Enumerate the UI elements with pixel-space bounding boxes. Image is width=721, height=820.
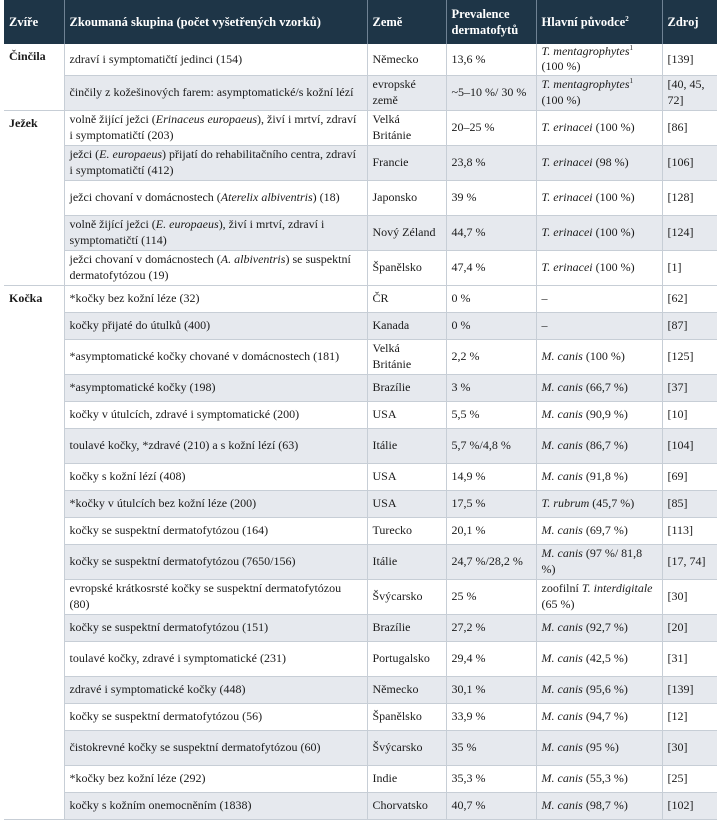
- group-cell: [64, 579, 367, 614]
- country-cell: Itálie: [367, 544, 446, 579]
- table-row: [4, 110, 717, 145]
- source-cell: [62]: [662, 285, 717, 312]
- group-cell-part: kočky se suspektní dermatofytózou (7650/156): [69, 554, 296, 569]
- pathogen-cell-part: (66,7 %): [582, 380, 628, 395]
- group-cell-part: čistokrevné kočky se suspektní dermatofytózou (60): [69, 740, 321, 755]
- pathogen-cell-part: (100 %): [541, 92, 581, 107]
- country-cell: Portugalsko: [367, 641, 446, 676]
- table-header: [4, 0, 717, 44]
- group-cell: [64, 641, 367, 676]
- source-cell: [113]: [662, 517, 717, 544]
- pathogen-cell-part: M. canis: [541, 709, 583, 724]
- prevalence-cell: 33,9 %: [446, 703, 536, 730]
- table-row: [4, 145, 717, 180]
- prevalence-cell: 20–25 %: [446, 110, 536, 145]
- prevalence-cell: 14,9 %: [446, 463, 536, 490]
- country-cell: Japonsko: [367, 180, 446, 215]
- table-body: [4, 44, 717, 819]
- prevalence-cell: 29,4 %: [446, 641, 536, 676]
- group-cell: [64, 676, 367, 703]
- pathogen-cell-part: (100 %): [582, 349, 625, 364]
- header-group: Zkoumaná skupina (počet vyšetřených vzorků): [64, 0, 367, 44]
- source-cell: [30]: [662, 579, 717, 614]
- header-prevalence: Prevalence dermatofytů: [446, 0, 536, 44]
- source-cell: [20]: [662, 614, 717, 641]
- source-cell: [102]: [662, 792, 717, 819]
- header-pathogen-label: Hlavní původce: [541, 15, 626, 29]
- source-cell: [104]: [662, 428, 717, 463]
- group-cell: [64, 110, 367, 145]
- pathogen-cell: [536, 374, 662, 401]
- country-cell: USA: [367, 401, 446, 428]
- country-cell: Německo: [367, 676, 446, 703]
- group-cell-part: činčily z kožešinových farem: asymptomatické/s kožní lézí: [69, 85, 354, 100]
- pathogen-cell-part: M. canis: [541, 523, 583, 538]
- country-cell: Itálie: [367, 428, 446, 463]
- pathogen-cell: [536, 75, 662, 110]
- pathogen-cell-part: T. erinacei: [541, 190, 593, 205]
- pathogen-cell-part: (100 %): [592, 190, 635, 205]
- pathogen-cell-part: (42,5 %): [582, 651, 628, 666]
- pathogen-cell-part: (55,3 %): [582, 771, 628, 786]
- group-cell-part: ježci (: [69, 147, 100, 162]
- country-cell: Španělsko: [367, 250, 446, 285]
- prevalence-cell: 47,4 %: [446, 250, 536, 285]
- group-cell: [64, 44, 367, 75]
- pathogen-cell-part: (95,6 %): [582, 682, 628, 697]
- group-cell-part: E. europaeus: [99, 147, 163, 162]
- source-cell: [69]: [662, 463, 717, 490]
- group-cell-part: ), živí i mrtví, zdraví i symptomatičtí (114): [69, 217, 325, 247]
- group-cell-part: kočky se suspektní dermatofytózou (151): [69, 620, 269, 635]
- prevalence-table: [4, 0, 717, 820]
- country-cell: Španělsko: [367, 703, 446, 730]
- table-row: [4, 75, 717, 110]
- pathogen-cell: [536, 579, 662, 614]
- source-cell: [25]: [662, 765, 717, 792]
- pathogen-cell-part: –: [541, 291, 548, 306]
- pathogen-cell-part: T. erinacei: [541, 155, 593, 170]
- group-cell-part: toulavé kočky, zdravé i symptomatické (231): [69, 651, 286, 666]
- table-row: [4, 180, 717, 215]
- group-cell-part: zdraví i symptomatičtí jedinci (154): [69, 51, 243, 66]
- prevalence-cell: 35,3 %: [446, 765, 536, 792]
- table-row: [4, 703, 717, 730]
- pathogen-cell-part: (91,8 %): [582, 469, 628, 484]
- pathogen-cell-part: T. erinacei: [541, 120, 593, 135]
- pathogen-cell-part: M. canis: [541, 469, 583, 484]
- pathogen-cell-part: (69,7 %): [582, 523, 628, 538]
- group-cell-part: Aterelix albiventris: [220, 190, 313, 205]
- table-row: [4, 401, 717, 428]
- group-cell-part: *asymptomatické kočky (198): [69, 380, 216, 395]
- group-cell: [64, 215, 367, 250]
- pathogen-cell: [536, 641, 662, 676]
- group-cell: [64, 339, 367, 374]
- group-cell: [64, 614, 367, 641]
- pathogen-cell-part: M. canis: [541, 740, 583, 755]
- pathogen-cell: [536, 614, 662, 641]
- prevalence-cell: 5,7 %/4,8 %: [446, 428, 536, 463]
- prevalence-cell: 25 %: [446, 579, 536, 614]
- group-cell: [64, 285, 367, 312]
- pathogen-cell-part: T. erinacei: [541, 260, 593, 275]
- group-cell-part: Erinaceus europaeus: [155, 112, 257, 127]
- country-cell: Švýcarsko: [367, 730, 446, 765]
- group-cell: [64, 75, 367, 110]
- prevalence-cell: 30,1 %: [446, 676, 536, 703]
- group-cell-part: toulavé kočky, *zdravé (210) a s kožní lézí (63): [69, 438, 299, 453]
- group-cell: [64, 145, 367, 180]
- table-row: [4, 614, 717, 641]
- pathogen-cell-part: M. canis: [541, 620, 583, 635]
- table-row: [4, 428, 717, 463]
- pathogen-cell-part: M. canis: [541, 438, 583, 453]
- source-cell: [31]: [662, 641, 717, 676]
- pathogen-cell: [536, 703, 662, 730]
- pathogen-cell: [536, 339, 662, 374]
- pathogen-cell-part: (98,7 %): [582, 798, 628, 813]
- source-cell: [125]: [662, 339, 717, 374]
- group-cell-part: ježci chovaní v domácnostech (: [69, 252, 221, 267]
- country-cell: Brazílie: [367, 374, 446, 401]
- group-cell-part: kočky se suspektní dermatofytózou (56): [69, 709, 263, 724]
- pathogen-cell: [536, 285, 662, 312]
- pathogen-cell-part: 1: [629, 44, 633, 52]
- prevalence-cell: 44,7 %: [446, 215, 536, 250]
- group-cell-part: kočky s kožní lézí (408): [69, 469, 186, 484]
- table-row: [4, 641, 717, 676]
- prevalence-cell: 24,7 %/28,2 %: [446, 544, 536, 579]
- pathogen-cell-part: M. canis: [541, 546, 583, 561]
- source-cell: [37]: [662, 374, 717, 401]
- country-cell: evropské země: [367, 75, 446, 110]
- animal-cell: Kočka: [4, 285, 64, 819]
- pathogen-cell-part: (97 %/ 81,8 %): [541, 546, 643, 576]
- country-cell: Švýcarsko: [367, 579, 446, 614]
- pathogen-cell: [536, 215, 662, 250]
- table-row: [4, 765, 717, 792]
- pathogen-cell: [536, 792, 662, 819]
- table-row: [4, 579, 717, 614]
- prevalence-cell: 23,8 %: [446, 145, 536, 180]
- source-cell: [139]: [662, 44, 717, 75]
- prevalence-cell: 5,5 %: [446, 401, 536, 428]
- table-row: [4, 285, 717, 312]
- pathogen-cell: [536, 730, 662, 765]
- group-cell: [64, 765, 367, 792]
- country-cell: Velká Británie: [367, 110, 446, 145]
- pathogen-cell: [536, 463, 662, 490]
- pathogen-cell-part: M. canis: [541, 651, 583, 666]
- table-row: [4, 730, 717, 765]
- source-cell: [139]: [662, 676, 717, 703]
- country-cell: Indie: [367, 765, 446, 792]
- country-cell: Turecko: [367, 517, 446, 544]
- pathogen-cell-part: M. canis: [541, 682, 583, 697]
- pathogen-cell: [536, 145, 662, 180]
- pathogen-cell: [536, 428, 662, 463]
- pathogen-cell-part: (100 %): [592, 260, 635, 275]
- pathogen-cell-part: (100 %): [541, 59, 581, 74]
- table-row: [4, 339, 717, 374]
- group-cell-part: ), živí i mrtví, zdraví i symptomatičtí (203): [69, 112, 357, 142]
- group-cell: [64, 401, 367, 428]
- prevalence-cell: 27,2 %: [446, 614, 536, 641]
- table-row: [4, 312, 717, 339]
- pathogen-cell: [536, 250, 662, 285]
- table-row: [4, 676, 717, 703]
- pathogen-cell-part: (95 %): [582, 740, 619, 755]
- country-cell: Francie: [367, 145, 446, 180]
- group-cell: [64, 463, 367, 490]
- group-cell: [64, 703, 367, 730]
- source-cell: [86]: [662, 110, 717, 145]
- group-cell-part: volně žijící ježci (: [69, 112, 156, 127]
- pathogen-cell: [536, 401, 662, 428]
- pathogen-cell: [536, 44, 662, 75]
- prevalence-cell: 2,2 %: [446, 339, 536, 374]
- header-animal: Zvíře: [4, 0, 64, 44]
- pathogen-cell-part: (92,7 %): [582, 620, 628, 635]
- table-row: [4, 490, 717, 517]
- source-cell: [30]: [662, 730, 717, 765]
- pathogen-cell: [536, 180, 662, 215]
- group-cell-part: kočky v útulcích, zdravé i symptomatické (200): [69, 407, 300, 422]
- pathogen-cell-part: zoofilní: [541, 581, 582, 596]
- group-cell: [64, 730, 367, 765]
- table-row: [4, 544, 717, 579]
- group-cell-part: ) (18): [312, 190, 340, 205]
- country-cell: USA: [367, 490, 446, 517]
- group-cell: [64, 490, 367, 517]
- pathogen-cell-part: (86,7 %): [582, 438, 628, 453]
- group-cell-part: kočky s kožním onemocněním (1838): [69, 798, 252, 813]
- animal-cell: Činčila: [4, 44, 64, 110]
- group-cell-part: ) přijatí do rehabilitačního centra, zdraví i symptomatičtí (412): [69, 147, 356, 177]
- group-cell: [64, 180, 367, 215]
- pathogen-cell-part: M. canis: [541, 407, 583, 422]
- header-source: Zdroj: [662, 0, 717, 44]
- prevalence-cell: 0 %: [446, 285, 536, 312]
- pathogen-cell-part: M. canis: [541, 349, 583, 364]
- group-cell: [64, 312, 367, 339]
- group-cell-part: A. albiventris: [220, 252, 286, 267]
- group-cell-part: *asymptomatické kočky chované v domácnostech (181): [69, 349, 340, 364]
- animal-cell: Ježek: [4, 110, 64, 285]
- table-row: [4, 374, 717, 401]
- country-cell: Brazílie: [367, 614, 446, 641]
- group-cell: [64, 544, 367, 579]
- prevalence-cell: 20,1 %: [446, 517, 536, 544]
- group-cell-part: evropské krátkosrsté kočky se suspektní dermatofytózou (80): [69, 581, 342, 611]
- group-cell: [64, 428, 367, 463]
- group-cell-part: *kočky v útulcích bez kožní léze (200): [69, 496, 257, 511]
- source-cell: [106]: [662, 145, 717, 180]
- pathogen-cell-part: (94,7 %): [582, 709, 628, 724]
- source-cell: [124]: [662, 215, 717, 250]
- pathogen-cell-part: (98 %): [592, 155, 629, 170]
- pathogen-cell-part: –: [541, 318, 548, 333]
- pathogen-cell-part: M. canis: [541, 798, 583, 813]
- group-cell-part: E. europaeus: [155, 217, 219, 232]
- header-country: Země: [367, 0, 446, 44]
- pathogen-cell-part: 1: [629, 77, 633, 86]
- pathogen-cell: [536, 312, 662, 339]
- source-cell: [17, 74]: [662, 544, 717, 579]
- country-cell: USA: [367, 463, 446, 490]
- pathogen-cell: [536, 676, 662, 703]
- table-row: [4, 517, 717, 544]
- country-cell: Chorvatsko: [367, 792, 446, 819]
- prevalence-cell: 40,7 %: [446, 792, 536, 819]
- table-row: [4, 463, 717, 490]
- group-cell-part: volně žijící ježci (: [69, 217, 156, 232]
- country-cell: Nový Zéland: [367, 215, 446, 250]
- pathogen-cell-part: T. rubrum: [541, 496, 590, 511]
- header-pathogen: [536, 0, 662, 44]
- source-cell: [128]: [662, 180, 717, 215]
- country-cell: ČR: [367, 285, 446, 312]
- prevalence-cell: 0 %: [446, 312, 536, 339]
- prevalence-cell: ~5–10 %/ 30 %: [446, 75, 536, 110]
- group-cell: [64, 250, 367, 285]
- group-cell-part: ) se suspektní dermatofytózou (19): [69, 252, 351, 282]
- group-cell: [64, 374, 367, 401]
- pathogen-cell-part: (90,9 %): [582, 407, 628, 422]
- pathogen-cell-part: (45,7 %): [589, 496, 635, 511]
- header-pathogen-footnote: 2: [625, 15, 629, 23]
- table-row: [4, 44, 717, 75]
- pathogen-cell: [536, 544, 662, 579]
- group-cell-part: *kočky bez kožní léze (32): [69, 291, 200, 306]
- source-cell: [87]: [662, 312, 717, 339]
- table-row: [4, 792, 717, 819]
- country-cell: Kanada: [367, 312, 446, 339]
- pathogen-cell-part: (100 %): [592, 120, 635, 135]
- group-cell-part: zdravé i symptomatické kočky (448): [69, 682, 246, 697]
- prevalence-cell: 3 %: [446, 374, 536, 401]
- table-row: [4, 215, 717, 250]
- pathogen-cell-part: (100 %): [592, 225, 635, 240]
- pathogen-cell-part: T. mentagrophytes: [541, 44, 630, 58]
- prevalence-cell: 17,5 %: [446, 490, 536, 517]
- prevalence-cell: 35 %: [446, 730, 536, 765]
- pathogen-cell-part: T. mentagrophytes: [541, 77, 630, 92]
- pathogen-cell-part: M. canis: [541, 380, 583, 395]
- pathogen-cell-part: M. canis: [541, 771, 583, 786]
- source-cell: [10]: [662, 401, 717, 428]
- header-row: [4, 0, 717, 44]
- country-cell: Velká Británie: [367, 339, 446, 374]
- source-cell: [1]: [662, 250, 717, 285]
- pathogen-cell-part: (65 %): [541, 596, 575, 611]
- country-cell: Německo: [367, 44, 446, 75]
- group-cell-part: kočky se suspektní dermatofytózou (164): [69, 523, 269, 538]
- prevalence-cell: 39 %: [446, 180, 536, 215]
- source-cell: [85]: [662, 490, 717, 517]
- pathogen-cell: [536, 765, 662, 792]
- source-cell: [40, 45, 72]: [662, 75, 717, 110]
- table-row: [4, 250, 717, 285]
- group-cell: [64, 517, 367, 544]
- group-cell-part: ježci chovaní v domácnostech (: [69, 190, 221, 205]
- pathogen-cell: [536, 490, 662, 517]
- pathogen-cell: [536, 110, 662, 145]
- group-cell-part: kočky přijaté do útulků (400): [69, 318, 211, 333]
- group-cell: [64, 792, 367, 819]
- source-cell: [12]: [662, 703, 717, 730]
- pathogen-cell-part: T. interdigitale: [581, 581, 653, 596]
- group-cell-part: *kočky bez kožní léze (292): [69, 771, 206, 786]
- pathogen-cell-part: T. erinacei: [541, 225, 593, 240]
- pathogen-cell: [536, 517, 662, 544]
- prevalence-cell: 13,6 %: [446, 44, 536, 75]
